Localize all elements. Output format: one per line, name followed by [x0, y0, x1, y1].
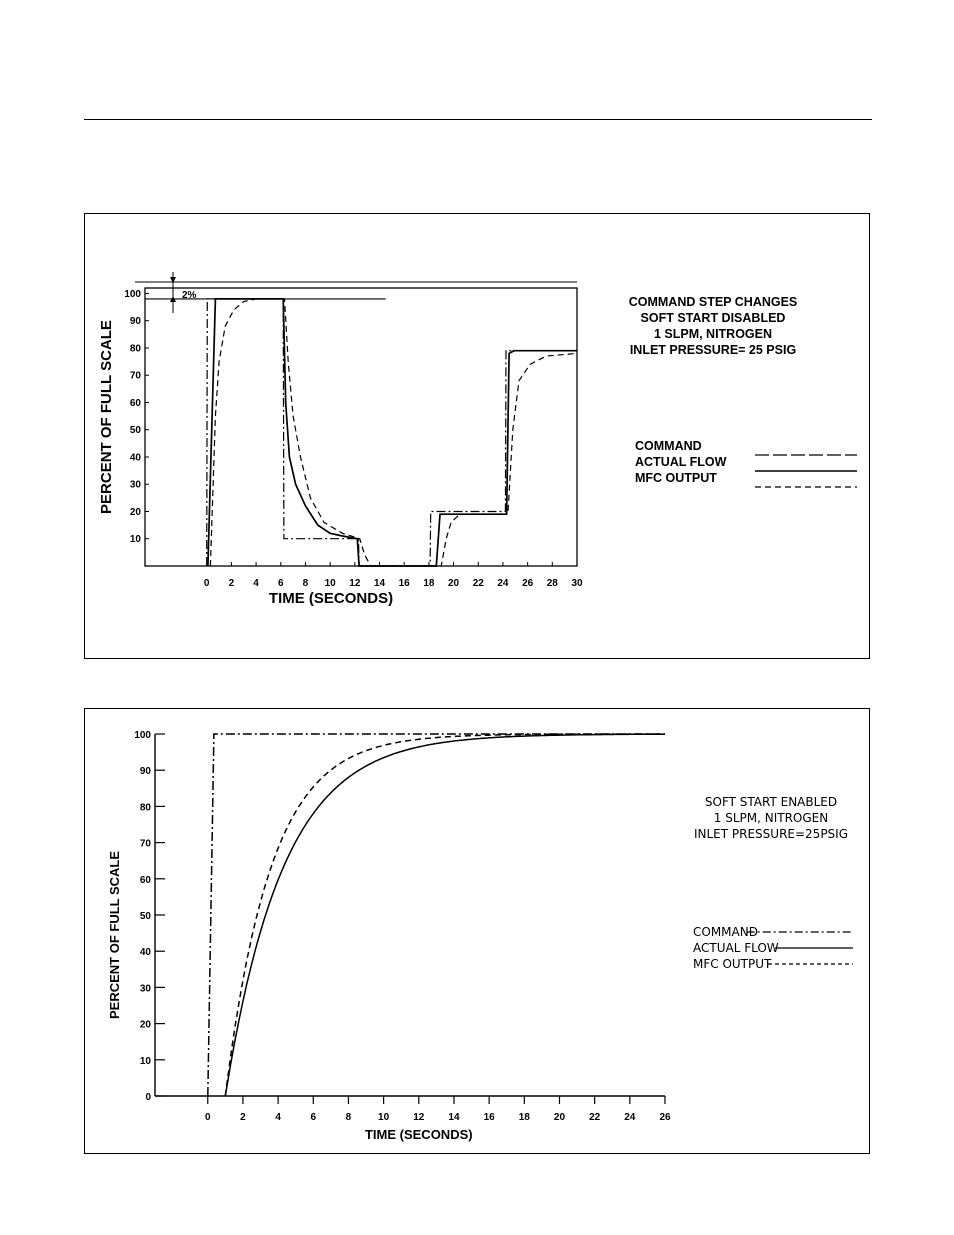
note-line: SOFT START ENABLED — [704, 795, 838, 809]
x-axis-title: TIME (SECONDS) — [364, 1127, 473, 1142]
y-tick-label: 90 — [129, 316, 141, 328]
y-tick-label: 70 — [139, 838, 151, 850]
x-tick-label: 22 — [589, 1112, 601, 1123]
x-tick-label: 14 — [448, 1112, 460, 1123]
y-tick-label: 80 — [139, 802, 151, 814]
y-tick-label: 10 — [139, 1055, 151, 1067]
x-tick-label: 28 — [546, 578, 558, 589]
band-label: 2% — [182, 290, 197, 301]
y-tick-label: 70 — [129, 370, 141, 382]
x-tick-label: 8 — [302, 578, 309, 589]
note-line: COMMAND STEP CHANGES — [628, 295, 798, 309]
x-tick-label: 8 — [345, 1112, 352, 1123]
x-tick-label: 22 — [472, 578, 484, 589]
y-tick-label: 40 — [129, 452, 141, 464]
y-tick-label: 80 — [129, 343, 141, 355]
y-axis-title: PERCENT OF FULL SCALE — [98, 320, 115, 514]
series-line-command — [207, 299, 577, 566]
y-tick-label: 90 — [139, 766, 151, 778]
x-tick-label: 12 — [413, 1112, 425, 1123]
x-tick-label: 4 — [253, 578, 259, 589]
x-tick-label: 26 — [659, 1112, 671, 1123]
y-tick-label: 60 — [129, 397, 141, 409]
y-tick-label: 20 — [129, 506, 141, 518]
x-tick-label: 0 — [203, 578, 210, 589]
chart-2-svg — [85, 709, 871, 1155]
y-tick-label: 10 — [129, 534, 141, 546]
y-tick-label: 50 — [129, 425, 141, 437]
x-tick-label: 2 — [228, 578, 235, 589]
x-tick-label: 24 — [624, 1112, 636, 1123]
y-tick-label: 40 — [139, 947, 151, 959]
y-tick-label: 30 — [139, 983, 151, 995]
x-tick-label: 18 — [518, 1112, 530, 1123]
note-line: 1 SLPM, NITROGEN — [653, 327, 773, 341]
series-line-mfc-output — [225, 734, 665, 1096]
x-tick-label: 10 — [324, 578, 336, 589]
x-tick-label: 16 — [398, 578, 410, 589]
chart-1-svg — [85, 214, 871, 660]
note-line: 1 SLPM, NITROGEN — [713, 811, 829, 825]
y-tick-label: 0 — [145, 1092, 151, 1103]
x-tick-label: 16 — [483, 1112, 495, 1123]
series-line-actual-flow — [225, 734, 665, 1096]
x-tick-label: 20 — [448, 578, 460, 589]
legend-label: COMMAND — [635, 439, 702, 453]
legend-label: COMMAND — [693, 925, 758, 939]
x-tick-label: 30 — [571, 578, 583, 589]
legend-label: MFC OUTPUT — [635, 471, 717, 485]
series-line-command — [208, 734, 665, 1096]
y-tick-label: 30 — [129, 479, 141, 491]
x-tick-label: 4 — [275, 1112, 281, 1123]
x-tick-label: 14 — [373, 578, 386, 589]
y-axis-title: PERCENT OF FULL SCALE — [107, 850, 122, 1020]
top-rule — [84, 119, 872, 120]
x-tick-label: 24 — [497, 578, 509, 589]
note-line: INLET PRESSURE=25PSIG — [693, 827, 849, 841]
x-tick-label: 10 — [378, 1112, 390, 1123]
y-tick-label: 50 — [139, 911, 151, 922]
series-line-actual-flow — [208, 299, 577, 566]
note-line: INLET PRESSURE= 25 PSIG — [629, 343, 797, 357]
legend-label: ACTUAL FLOW — [635, 455, 727, 469]
y-tick-label: 100 — [134, 730, 151, 741]
series-line-mfc-output — [210, 299, 577, 566]
legend-label: MFC OUTPUT — [693, 957, 772, 971]
legend-label: ACTUAL FLOW — [693, 941, 779, 955]
x-tick-label: 12 — [349, 578, 361, 589]
x-tick-label: 0 — [204, 1112, 211, 1123]
x-tick-label: 18 — [423, 578, 435, 589]
y-tick-label: 60 — [139, 874, 151, 886]
chart-panel-soft-start-disabled — [84, 213, 870, 659]
x-tick-label: 6 — [310, 1112, 317, 1123]
chart-panel-soft-start-enabled — [84, 708, 870, 1154]
y-tick-label: 20 — [139, 1019, 151, 1031]
x-tick-label: 2 — [240, 1112, 246, 1123]
x-tick-label: 26 — [522, 578, 534, 589]
x-tick-label: 6 — [277, 578, 284, 589]
y-tick-label: 100 — [124, 288, 141, 300]
note-line: SOFT START DISABLED — [640, 311, 786, 325]
x-axis-title: TIME (SECONDS) — [268, 590, 394, 607]
x-tick-label: 20 — [553, 1112, 566, 1123]
